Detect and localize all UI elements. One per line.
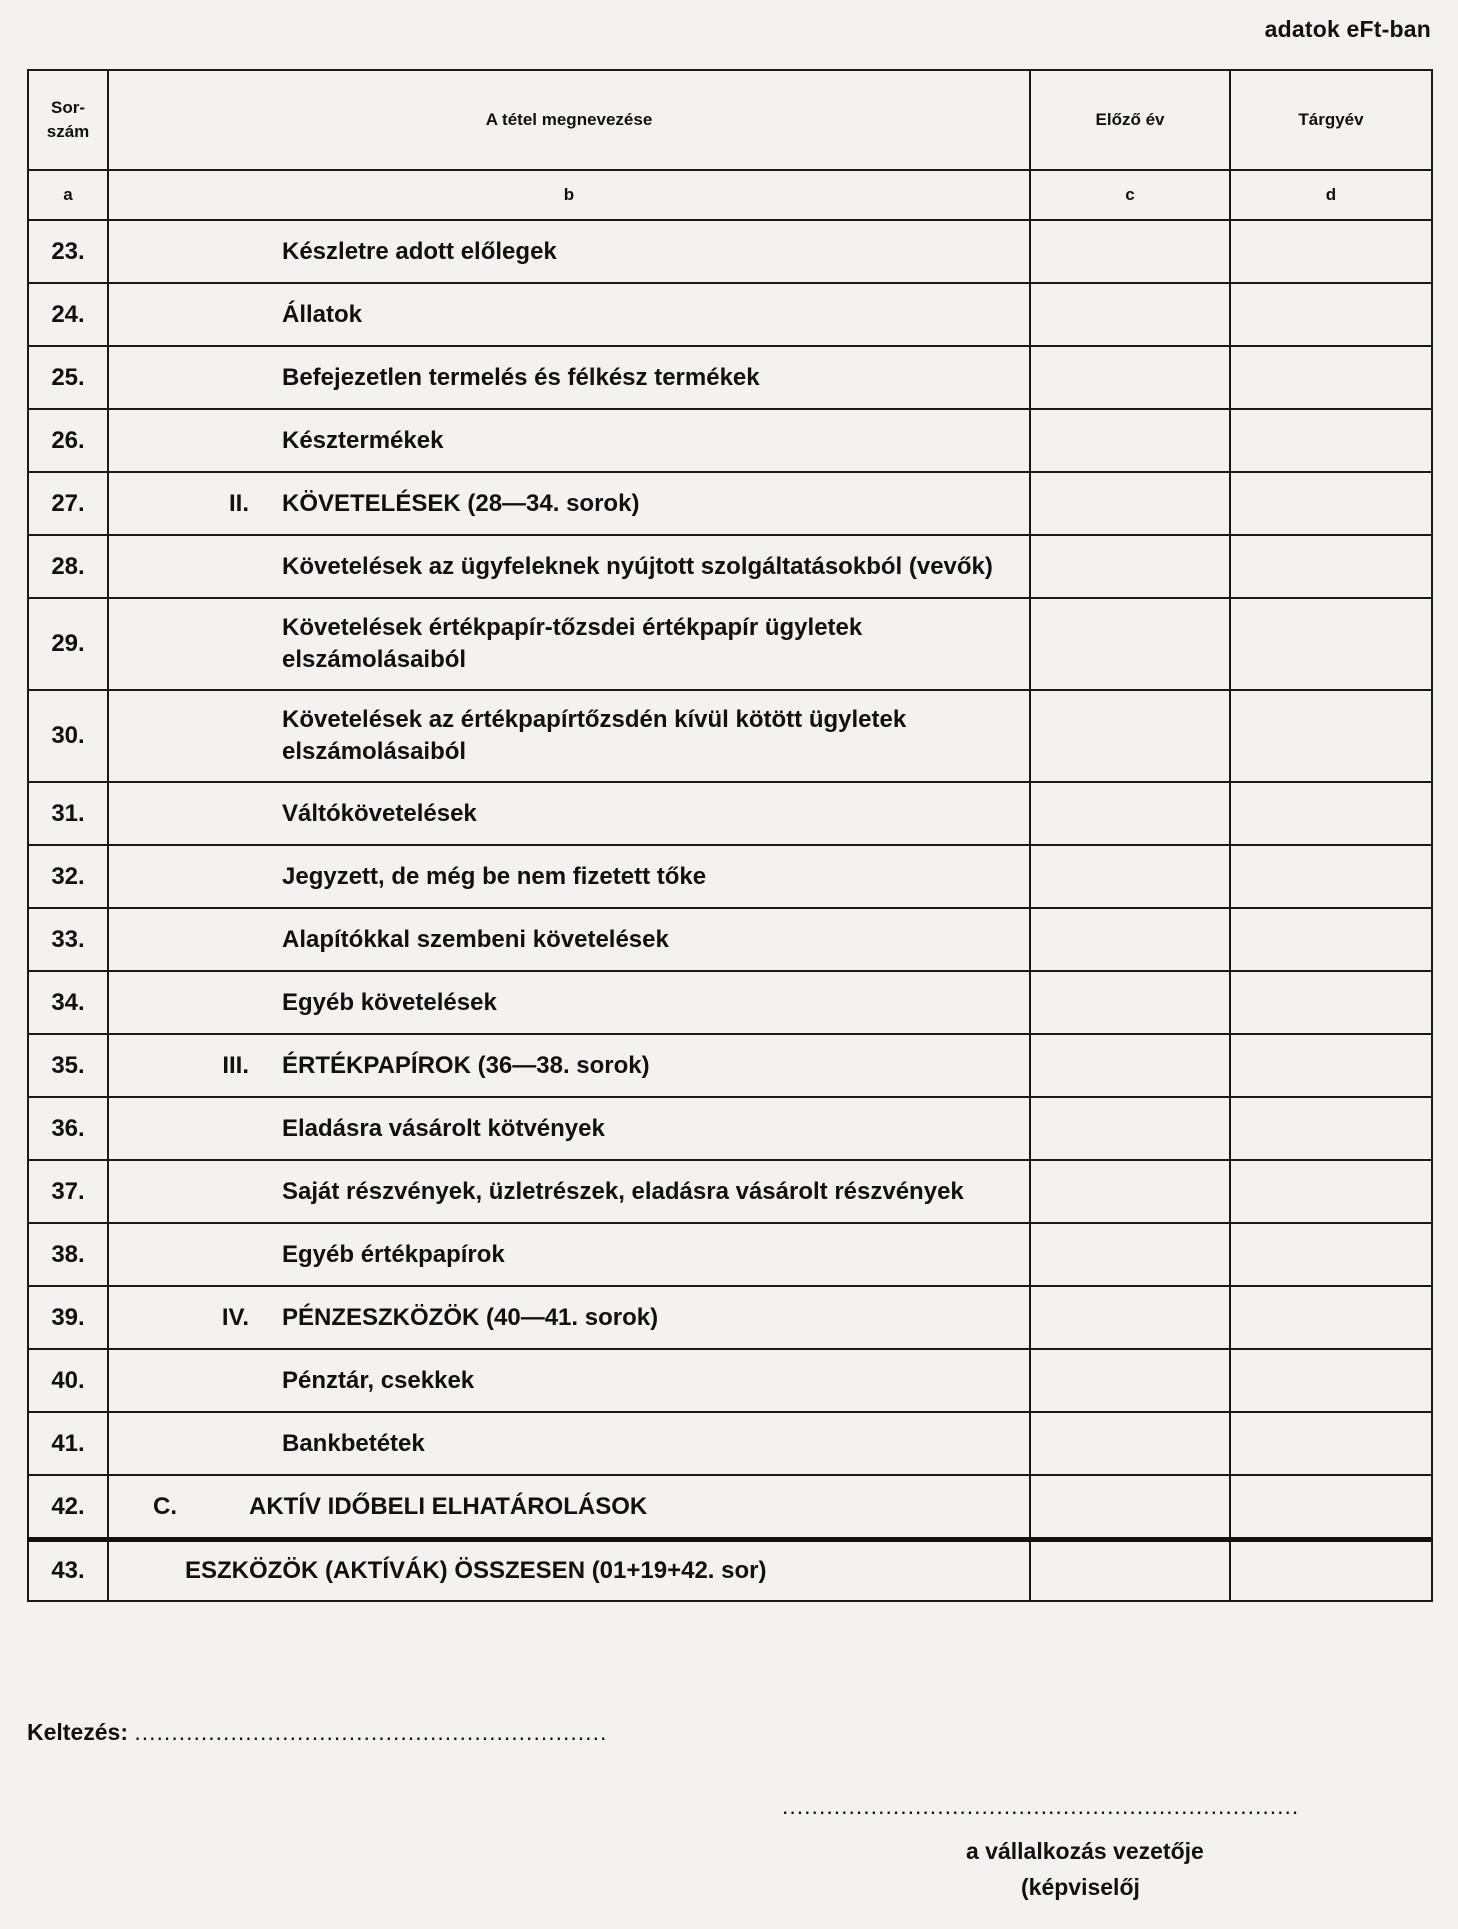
date-label: Keltezés: xyxy=(27,1719,128,1745)
row-previous-year-value[interactable] xyxy=(1030,1349,1230,1412)
row-previous-year-value[interactable] xyxy=(1030,472,1230,535)
row-number: 32. xyxy=(28,845,108,908)
row-label: Készletre adott előlegek xyxy=(282,237,557,265)
row-current-year-value[interactable] xyxy=(1230,409,1432,472)
row-label: Váltókövetelések xyxy=(282,799,477,827)
letter-d: d xyxy=(1230,170,1432,220)
table-row xyxy=(28,908,1432,971)
letter-b: b xyxy=(108,170,1030,220)
row-previous-year-value[interactable] xyxy=(1030,1223,1230,1286)
row-label: Saját részvények, üzletrészek, eladásra vásárolt részvények xyxy=(282,1177,964,1205)
row-item-name xyxy=(108,535,1030,598)
row-item-name xyxy=(108,283,1030,346)
header-num-line1: Sor- xyxy=(51,98,85,117)
row-label: Követelések az értékpapírtőzsdén kívül kötött ügyletek elszámolásaiból xyxy=(282,706,907,765)
signature-caption-2: (képviselőj xyxy=(1021,1874,1140,1900)
row-label: PÉNZESZKÖZÖK (40—41. sorok) xyxy=(282,1303,659,1331)
row-label: ESZKÖZÖK (AKTÍVÁK) ÖSSZESEN (01+19+42. sor) xyxy=(185,1557,767,1584)
row-number: 30. xyxy=(28,690,108,782)
table-row xyxy=(28,690,1432,782)
row-number: 43. xyxy=(28,1540,108,1602)
row-number: 28. xyxy=(28,535,108,598)
row-number: 40. xyxy=(28,1349,108,1412)
table-row xyxy=(28,283,1432,346)
row-previous-year-value[interactable] xyxy=(1030,971,1230,1034)
row-number: 38. xyxy=(28,1223,108,1286)
row-number: 35. xyxy=(28,1034,108,1097)
row-previous-year-value[interactable] xyxy=(1030,1160,1230,1223)
row-item-name xyxy=(108,1540,1030,1602)
row-label: Egyéb értékpapírok xyxy=(282,1240,505,1268)
row-item-name xyxy=(108,971,1030,1034)
row-number: 39. xyxy=(28,1286,108,1349)
row-item-name xyxy=(108,1160,1030,1223)
table-row xyxy=(28,1034,1432,1097)
row-number: 33. xyxy=(28,908,108,971)
row-current-year-value[interactable] xyxy=(1230,971,1432,1034)
table-row xyxy=(28,1223,1432,1286)
row-current-year-value[interactable] xyxy=(1230,845,1432,908)
row-previous-year-value[interactable] xyxy=(1030,346,1230,409)
row-number: 31. xyxy=(28,782,108,845)
table-row xyxy=(28,409,1432,472)
row-previous-year-value[interactable] xyxy=(1030,908,1230,971)
signature-dots xyxy=(782,1793,1299,1820)
row-previous-year-value[interactable] xyxy=(1030,690,1230,782)
row-item-name xyxy=(108,598,1030,690)
row-previous-year-value[interactable] xyxy=(1030,1412,1230,1475)
row-label: Bankbetétek xyxy=(282,1429,425,1457)
row-label: Eladásra vásárolt kötvények xyxy=(282,1114,605,1142)
balance-table xyxy=(27,69,1433,1602)
row-label: ÉRTÉKPAPÍROK (36—38. sorok) xyxy=(282,1051,650,1079)
header-current-year: Tárgyév xyxy=(1230,70,1432,170)
row-item-name xyxy=(108,1412,1030,1475)
row-current-year-value[interactable] xyxy=(1230,782,1432,845)
row-number: 23. xyxy=(28,220,108,283)
row-section-marker: III. xyxy=(222,1051,249,1079)
row-current-year-value[interactable] xyxy=(1230,1034,1432,1097)
table-header-row xyxy=(28,70,1432,170)
signature-dots-text: ...................................................................... xyxy=(782,1793,1300,1819)
row-previous-year-value[interactable] xyxy=(1030,1475,1230,1540)
row-label: KÖVETELÉSEK (28—34. sorok) xyxy=(282,489,640,517)
table-row xyxy=(28,346,1432,409)
row-current-year-value[interactable] xyxy=(1230,1475,1432,1540)
row-number: 41. xyxy=(28,1412,108,1475)
row-current-year-value[interactable] xyxy=(1230,1097,1432,1160)
row-number: 37. xyxy=(28,1160,108,1223)
header-previous-year: Előző év xyxy=(1030,70,1230,170)
row-item-name xyxy=(108,1034,1030,1097)
row-label: Pénztár, csekkek xyxy=(282,1366,475,1394)
date-dots: ................................................................ xyxy=(134,1719,608,1745)
row-number: 34. xyxy=(28,971,108,1034)
row-item-name xyxy=(108,1097,1030,1160)
row-previous-year-value[interactable] xyxy=(1030,1097,1230,1160)
row-item-name xyxy=(108,845,1030,908)
row-item-name xyxy=(108,1475,1030,1540)
table-row xyxy=(28,1286,1432,1349)
row-item-name xyxy=(108,220,1030,283)
row-current-year-value[interactable] xyxy=(1230,1412,1432,1475)
row-item-name xyxy=(108,409,1030,472)
row-previous-year-value[interactable] xyxy=(1030,535,1230,598)
row-number: 26. xyxy=(28,409,108,472)
row-number: 36. xyxy=(28,1097,108,1160)
row-item-name xyxy=(108,690,1030,782)
table-row xyxy=(28,220,1432,283)
table-row xyxy=(28,845,1432,908)
row-item-name xyxy=(108,472,1030,535)
signature-caption-1: a vállalkozás vezetője xyxy=(966,1838,1204,1864)
unit-note: adatok eFt-ban xyxy=(1264,16,1431,42)
row-label: Jegyzett, de még be nem fizetett tőke xyxy=(282,862,707,890)
row-label: Késztermékek xyxy=(282,426,444,454)
table-row xyxy=(28,1349,1432,1412)
row-item-name xyxy=(108,346,1030,409)
row-number: 27. xyxy=(28,472,108,535)
row-section-marker: C. xyxy=(153,1492,177,1520)
row-previous-year-value[interactable] xyxy=(1030,782,1230,845)
row-label: AKTÍV IDŐBELI ELHATÁROLÁSOK xyxy=(249,1492,648,1520)
column-letter-row xyxy=(28,170,1432,220)
table-row xyxy=(28,971,1432,1034)
row-label: Követelések értékpapír-tőzsdei értékpapír ügyletek elszámolásaiból xyxy=(282,614,863,673)
header-item-name: A tétel megnevezése xyxy=(108,70,1030,170)
row-label: Állatok xyxy=(282,300,363,328)
table-row xyxy=(28,535,1432,598)
row-previous-year-value[interactable] xyxy=(1030,220,1230,283)
row-number: 42. xyxy=(28,1475,108,1540)
row-item-name xyxy=(108,908,1030,971)
date-line xyxy=(27,1719,607,1746)
row-number: 24. xyxy=(28,283,108,346)
row-previous-year-value[interactable] xyxy=(1030,1540,1230,1602)
row-current-year-value[interactable] xyxy=(1230,346,1432,409)
row-item-name xyxy=(108,1349,1030,1412)
table-row xyxy=(28,1475,1432,1540)
row-current-year-value[interactable] xyxy=(1230,220,1432,283)
table-row xyxy=(28,1097,1432,1160)
row-current-year-value[interactable] xyxy=(1230,283,1432,346)
row-previous-year-value[interactable] xyxy=(1030,283,1230,346)
row-number: 25. xyxy=(28,346,108,409)
row-current-year-value[interactable] xyxy=(1230,1349,1432,1412)
row-current-year-value[interactable] xyxy=(1230,535,1432,598)
row-current-year-value[interactable] xyxy=(1230,908,1432,971)
row-previous-year-value[interactable] xyxy=(1030,1034,1230,1097)
row-section-marker: IV. xyxy=(221,1303,249,1331)
row-previous-year-value[interactable] xyxy=(1030,409,1230,472)
row-current-year-value[interactable] xyxy=(1230,690,1432,782)
letter-a: a xyxy=(28,170,108,220)
table-row xyxy=(28,1412,1432,1475)
row-previous-year-value[interactable] xyxy=(1030,598,1230,690)
row-current-year-value[interactable] xyxy=(1230,598,1432,690)
letter-c: c xyxy=(1030,170,1230,220)
table-row xyxy=(28,1540,1432,1602)
table-row xyxy=(28,782,1432,845)
header-row-number xyxy=(28,70,108,170)
row-current-year-value[interactable] xyxy=(1230,472,1432,535)
table-row xyxy=(28,598,1432,690)
header-num-line2: szám xyxy=(46,122,90,141)
row-current-year-value[interactable] xyxy=(1230,1286,1432,1349)
row-label: Alapítókkal szembeni követelések xyxy=(282,925,669,953)
table-row xyxy=(28,1160,1432,1223)
row-item-name xyxy=(108,1286,1030,1349)
row-current-year-value[interactable] xyxy=(1230,1223,1432,1286)
row-current-year-value[interactable] xyxy=(1230,1540,1432,1602)
row-label: Egyéb követelések xyxy=(282,988,497,1016)
row-label: Befejezetlen termelés és félkész termékek xyxy=(282,363,760,391)
row-previous-year-value[interactable] xyxy=(1030,1286,1230,1349)
row-label: Követelések az ügyfeleknek nyújtott szolgáltatásokból (vevők) xyxy=(282,552,993,580)
row-previous-year-value[interactable] xyxy=(1030,845,1230,908)
row-current-year-value[interactable] xyxy=(1230,1160,1432,1223)
row-number: 29. xyxy=(28,598,108,690)
row-item-name xyxy=(108,1223,1030,1286)
row-item-name xyxy=(108,782,1030,845)
table-row xyxy=(28,472,1432,535)
row-section-marker: II. xyxy=(228,489,249,517)
